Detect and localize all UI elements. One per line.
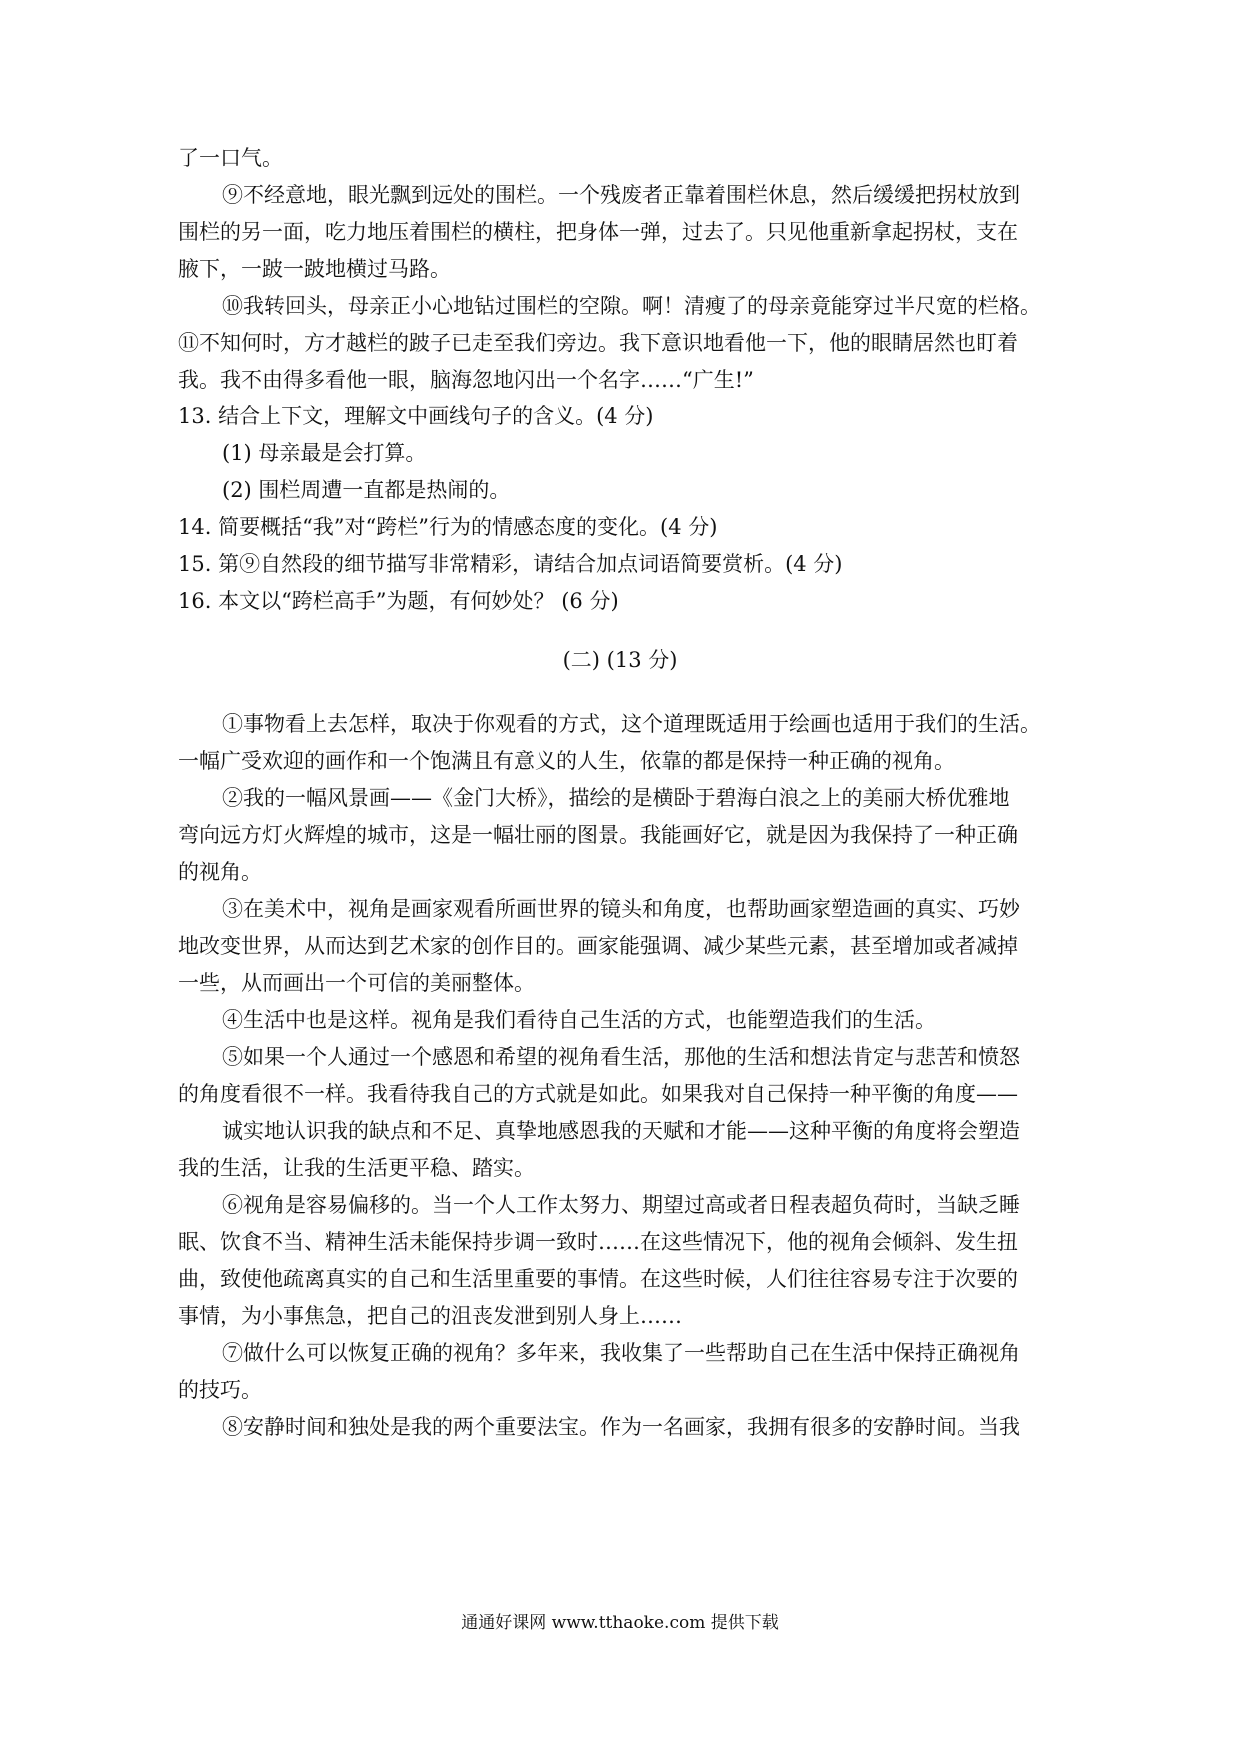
passage1-paragraph-9: ⑨不经意地，眼光飘到远处的围栏。一个残废者正靠着围栏休息，然后缓缓把拐杖放到: [222, 183, 1020, 207]
passage2-line: 的视角。: [178, 860, 262, 884]
page-footer: 通通好课网 www.tthaoke.com 提供下载: [461, 1613, 779, 1633]
passage2-paragraph-1: ①事物看上去怎样，取决于你观看的方式，这个道理既适用于绘画也适用于我们的生活。: [222, 712, 1041, 736]
passage2-line: 曲，致使他疏离真实的自己和生活里重要的事情。在这些时候，人们往往容易专注于次要的: [178, 1267, 1018, 1291]
question-16: 16. 本文以“跨栏高手”为题，有何妙处？ (6 分): [178, 589, 619, 613]
passage2-paragraph-3: ③在美术中，视角是画家观看所画世界的镜头和角度，也帮助画家塑造画的真实、巧妙: [222, 897, 1020, 921]
question-13-part-2: (2) 围栏周遭一直都是热闹的。: [222, 478, 511, 502]
question-14: 14. 简要概括“我”对“跨栏”行为的情感态度的变化。(4 分): [178, 515, 718, 539]
passage1-paragraph-11: ⑪不知何时，方才越栏的跛子已走至我们旁边。我下意识地看他一下，他的眼睛居然也盯着: [178, 331, 1018, 355]
passage2-paragraph-7: ⑦做什么可以恢复正确的视角？多年来，我收集了一些帮助自己在生活中保持正确视角: [222, 1341, 1020, 1365]
passage2-paragraph-4: ④生活中也是这样。视角是我们看待自己生活的方式，也能塑造我们的生活。: [222, 1008, 936, 1032]
passage2-line: 地改变世界，从而达到艺术家的创作目的。画家能强调、减少某些元素，甚至增加或者减掉: [178, 934, 1018, 958]
passage2-paragraph-2: ②我的一幅风景画——《金门大桥》，描绘的是横卧于碧海白浪之上的美丽大桥优雅地: [222, 786, 1010, 810]
passage1-line: 我。我不由得多看他一眼，脑海忽地闪出一个名字……“广生!”: [178, 368, 754, 392]
section-2-heading: (二) (13 分): [562, 648, 678, 672]
passage2-paragraph-8: ⑧安静时间和独处是我的两个重要法宝。作为一名画家，我拥有很多的安静时间。当我: [222, 1415, 1020, 1439]
passage1-line: 腋下，一跛一跛地横过马路。: [178, 257, 451, 281]
passage2-line: 弯向远方灯火辉煌的城市，这是一幅壮丽的图景。我能画好它，就是因为我保持了一种正确: [178, 823, 1018, 847]
passage2-line: 眠、饮食不当、精神生活未能保持步调一致时……在这些情况下，他的视角会倾斜、发生扭: [178, 1230, 1018, 1254]
question-15: 15. 第⑨自然段的细节描写非常精彩，请结合加点词语简要赏析。(4 分): [178, 552, 843, 576]
passage2-line: 一幅广受欢迎的画作和一个饱满且有意义的人生，依靠的都是保持一种正确的视角。: [178, 749, 955, 773]
passage2-line: 诚实地认识我的缺点和不足、真挚地感恩我的天赋和才能——这种平衡的角度将会塑造: [222, 1119, 1020, 1143]
question-13: 13. 结合上下文，理解文中画线句子的含义。(4 分): [178, 404, 654, 428]
passage1-line: 了一口气。: [178, 146, 283, 170]
passage2-line: 的角度看很不一样。我看待我自己的方式就是如此。如果我对自己保持一种平衡的角度——: [178, 1082, 1018, 1106]
question-13-part-1: (1) 母亲最是会打算。: [222, 441, 427, 465]
passage2-paragraph-6: ⑥视角是容易偏移的。当一个人工作太努力、期望过高或者日程表超负荷时，当缺乏睡: [222, 1193, 1020, 1217]
passage2-line: 的技巧。: [178, 1378, 262, 1402]
passage1-paragraph-10: ⑩我转回头，母亲正小心地钻过围栏的空隙。啊！清瘦了的母亲竟能穿过半尺宽的栏格。: [222, 294, 1041, 318]
passage2-paragraph-5: ⑤如果一个人通过一个感恩和希望的视角看生活，那他的生活和想法肯定与悲苦和愤怒: [222, 1045, 1020, 1069]
passage2-line: 我的生活，让我的生活更平稳、踏实。: [178, 1156, 535, 1180]
passage2-line: 事情，为小事焦急，把自己的沮丧发泄到别人身上……: [178, 1304, 682, 1328]
passage1-line: 围栏的另一面，吃力地压着围栏的横柱，把身体一弹，过去了。只见他重新拿起拐杖，支在: [178, 220, 1018, 244]
passage2-line: 一些，从而画出一个可信的美丽整体。: [178, 971, 535, 995]
